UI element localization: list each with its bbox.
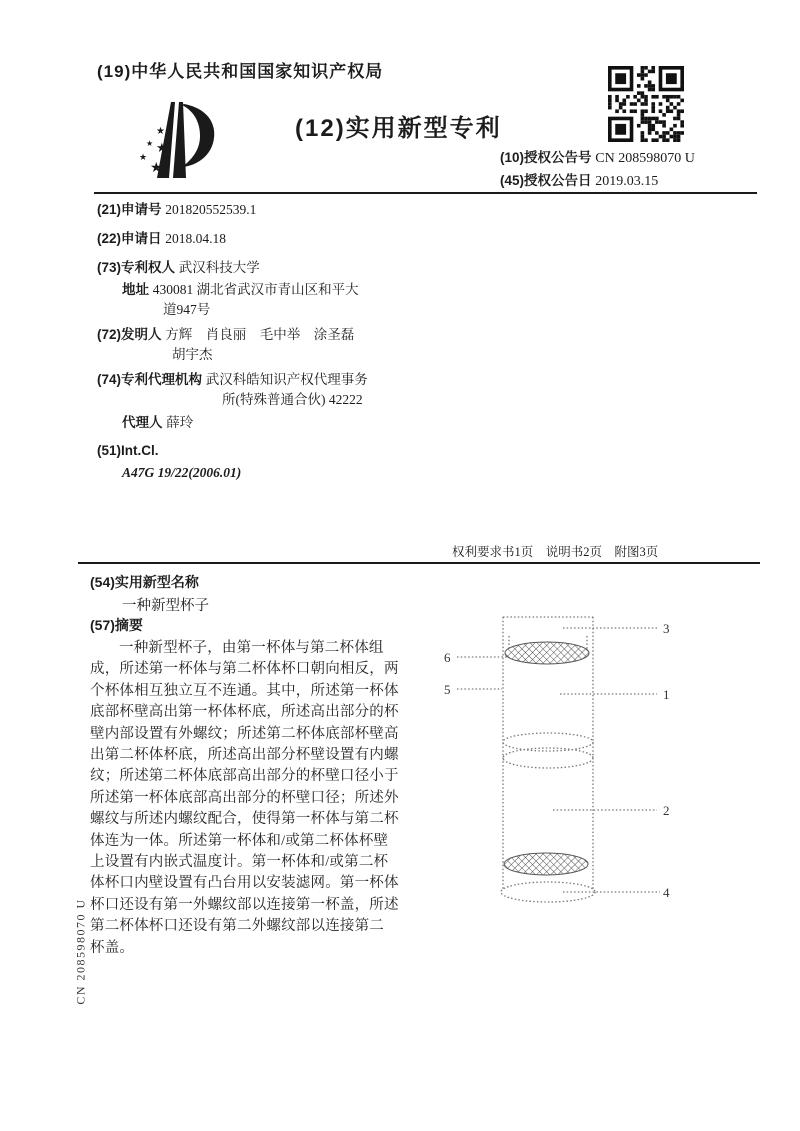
application-number-row (97, 200, 447, 220)
abstract-line: 上设置有内嵌式温度计。第一杯体和/或第二杯 (90, 854, 389, 871)
abstract-line: 出第二杯体杯底，所述高出部分杯壁设置有内螺 (90, 747, 399, 764)
invention-title: 一种新型杯子 (122, 598, 209, 614)
publication-number-line (500, 146, 695, 170)
inventors-line2: 胡宇杰 (172, 347, 213, 362)
patent-office-name: (19)中华人民共和国国家知识产权局 (97, 62, 384, 81)
svg-text:★: ★ (139, 152, 148, 162)
figure-label-1: 1 (663, 687, 670, 702)
abstract-line: 个杯体相互独立互不连通。其中，所述第一杯体 (90, 682, 399, 699)
abstract-line: 纹；所述第二杯体底部高出部分的杯壁口径小于 (90, 768, 399, 785)
application-date-label: (22)申请日 (97, 231, 162, 246)
patentee: 武汉科技大学 (178, 260, 260, 275)
intcl-label: (51)Int.Cl. (97, 443, 159, 458)
publication-number-label: (10)授权公告号 (500, 150, 592, 165)
application-number: 201820552539.1 (165, 202, 257, 217)
publication-date-line (500, 169, 658, 193)
patentee-label: (73)专利权人 (97, 260, 176, 275)
patentee-row (97, 258, 447, 278)
application-date-row (97, 229, 447, 249)
header-divider (94, 192, 757, 194)
body-divider (78, 562, 760, 564)
bibliographic-data (97, 200, 447, 483)
svg-text:★: ★ (156, 126, 165, 137)
abstract-line: 体连为一体。所述第一杯体和/或第二杯体杯壁 (90, 832, 389, 849)
address-row (97, 280, 447, 300)
agent-name: 薛玲 (166, 415, 194, 430)
figure-label-4: 4 (663, 885, 670, 900)
publication-number: CN 208598070 U (595, 151, 695, 166)
svg-text:★: ★ (146, 139, 154, 148)
application-date: 2018.04.18 (165, 231, 227, 246)
patent-figure (430, 592, 710, 922)
publication-date-label: (45)授权公告日 (500, 173, 592, 188)
abstract-line: 成，所述第一杯体与第二杯体杯口朝向相反，两 (90, 661, 399, 678)
abstract-line: 一种新型杯子，由第一杯体与第二杯体组 (119, 640, 384, 656)
agency-line1: 武汉科皓知识产权代理事务 (205, 372, 368, 387)
address-label: 地址 (122, 282, 149, 297)
agency-label: (74)专利代理机构 (97, 372, 203, 387)
figure-label-3: 3 (663, 621, 670, 636)
figure-joint-ellipse-lower (503, 748, 593, 768)
agent-label: 代理人 (122, 415, 163, 430)
abstract-line: 螺纹与所述内螺纹配合，使得第一杯体与第二杯 (90, 811, 399, 828)
intcl-class: A47G 19/22(2006.01) (122, 465, 242, 480)
side-document-code: CN 208598070 U (73, 898, 88, 1005)
agency-line2: 所(特殊普通合伙) 42222 (222, 392, 363, 407)
figure-label-5: 5 (444, 682, 451, 697)
address-line1: 430081 湖北省武汉市青山区和平大 (152, 282, 359, 297)
document-type-title: (12)实用新型专利 (295, 115, 502, 142)
abstract-line: 第二杯体杯口还设有第二外螺纹部以连接第二 (90, 918, 384, 935)
publication-date: 2019.03.15 (595, 174, 659, 189)
pages-info: 权利要求书1页 说明书2页 附图3页 (452, 545, 659, 559)
address-line2: 道947号 (163, 302, 211, 317)
abstract-section-label: (57)摘要 (90, 617, 143, 633)
abstract-line: 底部杯壁高出第一杯体杯底，所述高出部分的杯 (90, 704, 399, 721)
abstract-text (90, 638, 430, 959)
inventors-line1: 方辉 肖良丽 毛中举 涂圣磊 (165, 327, 355, 342)
abstract-line: 杯盖。 (90, 939, 135, 956)
cnipa-logo-icon (126, 96, 222, 186)
agency-row (97, 370, 447, 390)
application-number-label: (21)申请号 (97, 202, 162, 217)
svg-text:★: ★ (156, 140, 168, 155)
abstract-line: 杯口还设有第一外螺纹部以连接第一杯盖，所述 (90, 896, 399, 913)
inventors-row (97, 325, 447, 345)
figure-label-2: 2 (663, 803, 670, 818)
abstract-line: 壁内部设置有外螺纹；所述第二杯体底部杯壁高 (90, 725, 399, 742)
inventors-label: (72)发明人 (97, 327, 162, 342)
abstract-line: 体杯口内壁设置有凸台用以安装滤网。第一杯体 (90, 875, 399, 892)
figure-filter-mesh-top (505, 642, 589, 664)
title-section-label: (54)实用新型名称 (90, 574, 199, 590)
agent-row (97, 413, 447, 433)
figure-bottom-rim (501, 882, 595, 902)
figure-joint-ellipse-upper (503, 733, 593, 751)
svg-text:★: ★ (150, 161, 163, 176)
figure-filter-mesh-bottom (504, 853, 588, 875)
abstract-line: 所述第一杯体底部高出部分的杯壁口径；所述外 (90, 789, 399, 806)
figure-label-6: 6 (444, 650, 451, 665)
qr-code-icon (608, 66, 684, 142)
